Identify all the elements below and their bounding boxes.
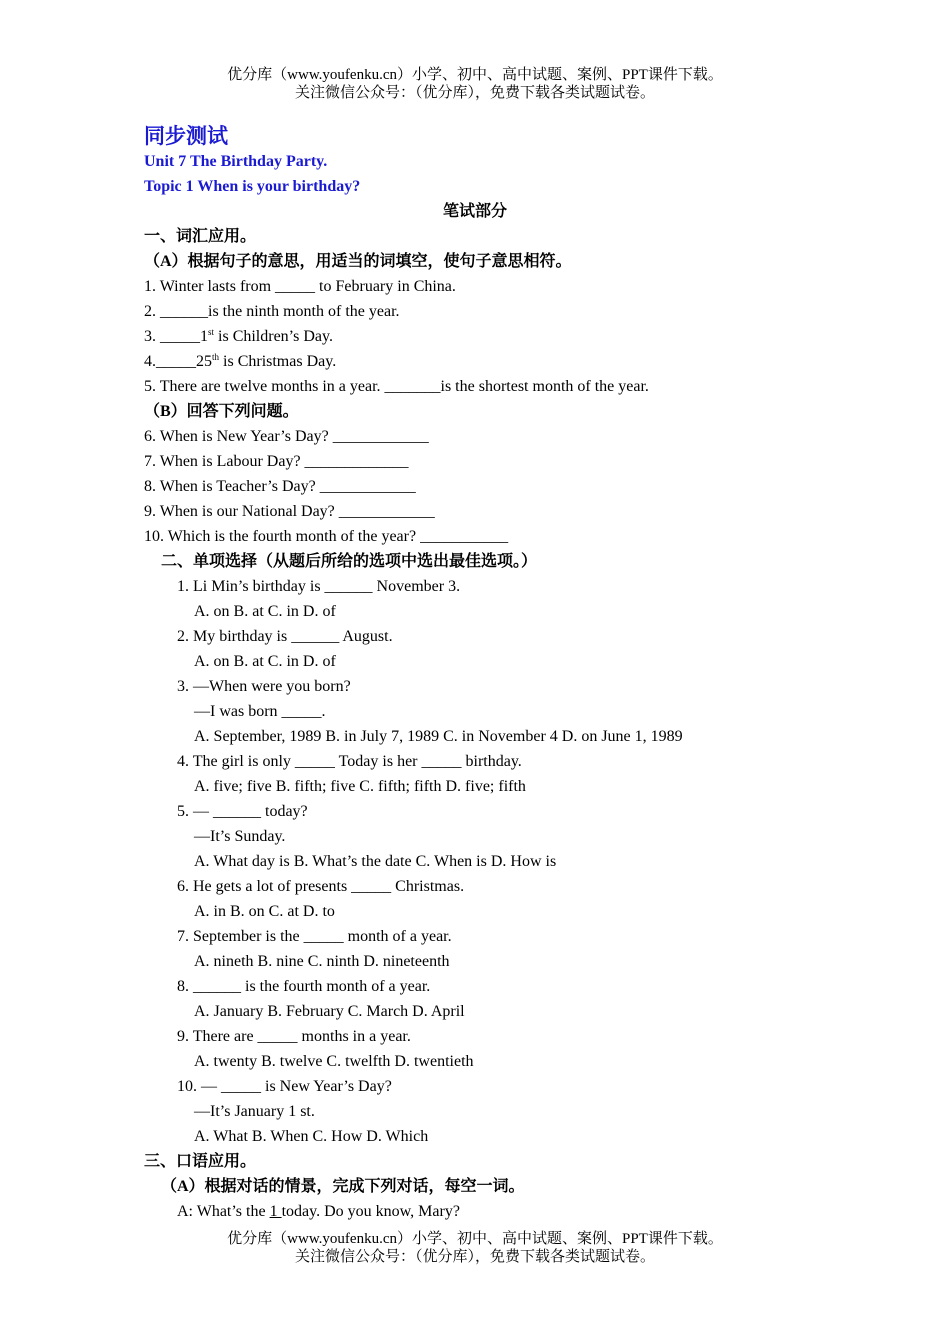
header-line-2: 关注微信公众号：（优分库），免费下载各类试题试卷。: [294, 85, 655, 101]
mc-options: A. nineth B. nine C. ninth D. nineteenth: [194, 953, 450, 970]
part1-b-heading: （B）回答下列问题。: [144, 403, 299, 420]
mc-options: A. in B. on C. at D. to: [194, 903, 335, 920]
mc-question: 7. September is the _____ month of a year.: [177, 928, 452, 945]
question-5: 5. There are twelve months in a year. _______is the shortest month of the year.: [144, 378, 649, 395]
question-7: 7. When is Labour Day? _____________: [144, 453, 409, 470]
part3-a-heading: （A）根据对话的情景，完成下列对话，每空一词。: [161, 1178, 525, 1195]
mc-question: 9. There are _____ months in a year.: [177, 1028, 411, 1045]
mc-question: 1. Li Min’s birthday is ______ November 3.: [177, 578, 461, 595]
question-8: 8. When is Teacher’s Day? ____________: [144, 478, 416, 495]
mc-question: 8. ______ is the fourth month of a year.: [177, 978, 431, 995]
mc-question: 6. He gets a lot of presents _____ Christmas.: [177, 878, 465, 895]
section-title: 笔试部分: [442, 203, 507, 220]
mc-question-line: —It’s Sunday.: [194, 828, 286, 845]
mc-options: A. on B. at C. in D. of: [194, 653, 336, 670]
dialog-line: A: What’s the 1 today. Do you know, Mary?: [177, 1203, 460, 1220]
mc-question: 4. The girl is only _____ Today is her _____ birthday.: [177, 753, 522, 770]
question-1: 1. Winter lasts from _____ to February in China.: [144, 278, 456, 295]
part1-heading: 一、词汇应用。: [144, 228, 257, 245]
part1-a-heading: （A）根据句子的意思，用适当的词填空，使句子意思相符。: [144, 253, 572, 270]
mc-options: A. What day is B. What’s the date C. When is D. How is: [194, 853, 557, 870]
mc-question: 3. —When were you born?: [177, 678, 351, 695]
question-6: 6. When is New Year’s Day? ____________: [144, 428, 429, 445]
footer-line-1: 优分库（www.youfenku.cn）小学、初中、高中试题、案例、PPT课件下载。: [227, 1231, 723, 1247]
part2-heading: 二、单项选择（从题后所给的选项中选出最佳选项。）: [161, 553, 538, 570]
page-title: 同步测试: [144, 124, 228, 148]
mc-question: 10. — _____ is New Year’s Day?: [177, 1078, 392, 1095]
dialog-blank: 1: [269, 1203, 282, 1220]
header-line-1: 优分库（www.youfenku.cn）小学、初中、高中试题、案例、PPT课件下载。: [227, 67, 723, 83]
mc-options: A. January B. February C. March D. April: [194, 1003, 465, 1020]
part3-heading: 三、口语应用。: [144, 1153, 257, 1170]
question-4: 4._____25th is Christmas Day.: [144, 352, 337, 370]
mc-question: 5. — ______ today?: [177, 803, 308, 820]
mc-question-line: —It’s January 1 st.: [194, 1103, 315, 1120]
mc-question: 2. My birthday is ______ August.: [177, 628, 393, 645]
mc-question-line: —I was born _____.: [194, 703, 326, 720]
mc-options: A. What B. When C. How D. Which: [194, 1128, 429, 1145]
question-9: 9. When is our National Day? ____________: [144, 503, 435, 520]
mc-options: A. on B. at C. in D. of: [194, 603, 336, 620]
mc-options: A. September, 1989 B. in July 7, 1989 C. in November 4 D. on June 1, 1989: [194, 728, 683, 745]
footer-line-2: 关注微信公众号：（优分库），免费下载各类试题试卷。: [294, 1249, 655, 1265]
question-2: 2. ______is the ninth month of the year.: [144, 303, 400, 320]
mc-options: A. five; five B. fifth; five C. fifth; fifth D. five; fifth: [194, 778, 526, 795]
unit-title: Unit 7 The Birthday Party.: [144, 153, 328, 170]
question-10: 10. Which is the fourth month of the year? ___________: [144, 528, 509, 545]
topic-title: Topic 1 When is your birthday?: [144, 178, 361, 195]
question-3: 3. _____1st is Children’s Day.: [144, 327, 333, 345]
mc-options: A. twenty B. twelve C. twelfth D. twentieth: [194, 1053, 474, 1070]
